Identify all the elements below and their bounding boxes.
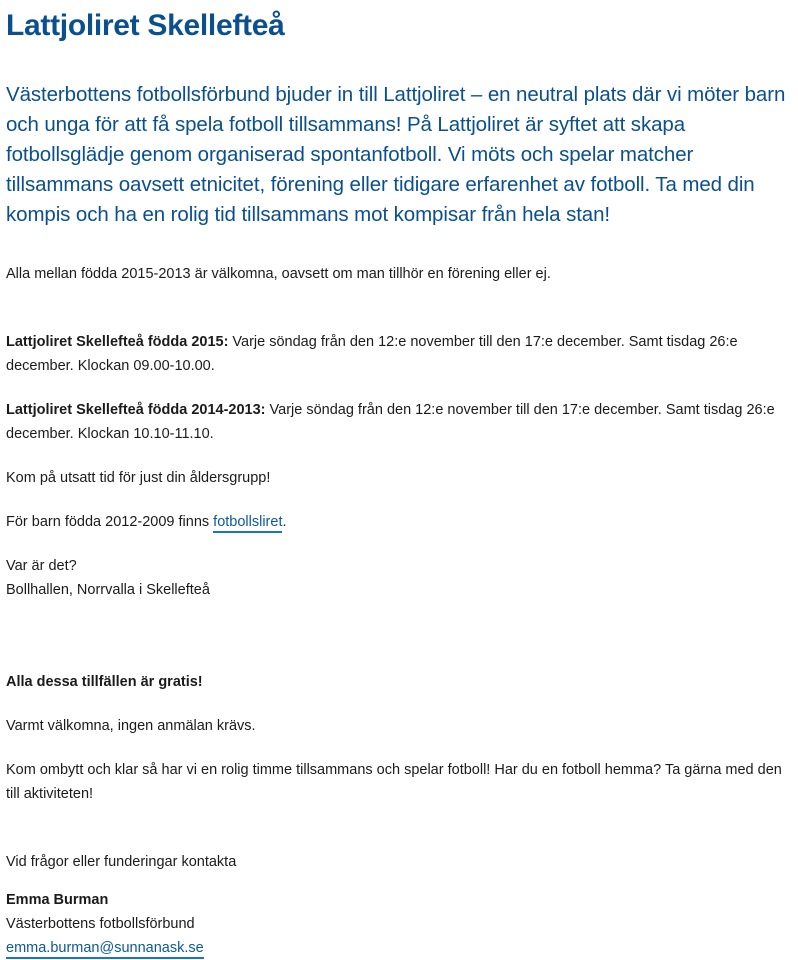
schedule-2014-2013-label: Lattjoliret Skellefteå födda 2014-2013: bbox=[6, 402, 266, 418]
contact-name: Emma Burman bbox=[6, 892, 109, 908]
older-children-paragraph bbox=[6, 510, 792, 534]
reminder-paragraph: Kom på utsatt tid för just din åldersgrupp! bbox=[6, 470, 271, 486]
older-suffix: . bbox=[282, 514, 287, 530]
contact-email-link[interactable]: emma.burman@sunnanask.se bbox=[6, 940, 204, 959]
location-question: Var är det? bbox=[6, 558, 77, 574]
lead-paragraph: Västerbottens fotbollsförbund bjuder in till Lattjoliret – en neutral plats där vi möter barn och unga för att få spela fotboll tillsammans! På Lattjoliret är syftet att skapa fotbollsglädje genom organiserad spontanfotboll. Vi möts och spelar matcher tillsammans oavsett etnicitet, förening eller tidigare erfarenhet av fotboll. Ta med din kompis och ha en rolig tid tillsammans mot kompisar från hela stan! bbox=[6, 83, 786, 226]
contact-intro: Vid frågor eller funderingar kontakta bbox=[6, 854, 237, 870]
free-note bbox=[6, 670, 792, 694]
intro-paragraph: Alla mellan födda 2015-2013 är välkomna, oavsett om man tillhör en förening eller ej. bbox=[6, 266, 551, 282]
fotbollsliret-link[interactable]: fotbollsliret bbox=[213, 514, 282, 533]
contact-org: Västerbottens fotbollsförbund bbox=[6, 916, 195, 932]
location-answer: Bollhallen, Norrvalla i Skellefteå bbox=[6, 582, 210, 598]
contact-block bbox=[6, 888, 792, 960]
location-paragraph bbox=[6, 554, 792, 602]
bring-paragraph: Kom ombytt och klar så har vi en rolig timme tillsammans och spelar fotboll! Har du en fotboll hemma? Ta gärna med den till aktiviteten! bbox=[6, 762, 782, 802]
schedule-2015-label: Lattjoliret Skellefteå födda 2015: bbox=[6, 334, 229, 350]
schedule-2015-text: Varje söndag från den 12:e november till den 17:e december. Samt tisdag 26:e december. Klockan 09.00-10.00. bbox=[6, 334, 738, 374]
schedule-2014-2013 bbox=[6, 398, 792, 446]
older-prefix: För barn födda 2012-2009 finns bbox=[6, 514, 214, 530]
schedule-2015 bbox=[6, 330, 792, 378]
free-note-text: Alla dessa tillfällen är gratis! bbox=[6, 674, 203, 690]
page-title: Lattjoliret Skellefteå bbox=[6, 9, 285, 42]
schedule-2014-2013-text: Varje söndag från den 12:e november till den 17:e december. Samt tisdag 26:e december. Klockan 10.10-11.10. bbox=[6, 402, 775, 442]
welcome-paragraph: Varmt välkomna, ingen anmälan krävs. bbox=[6, 718, 256, 734]
